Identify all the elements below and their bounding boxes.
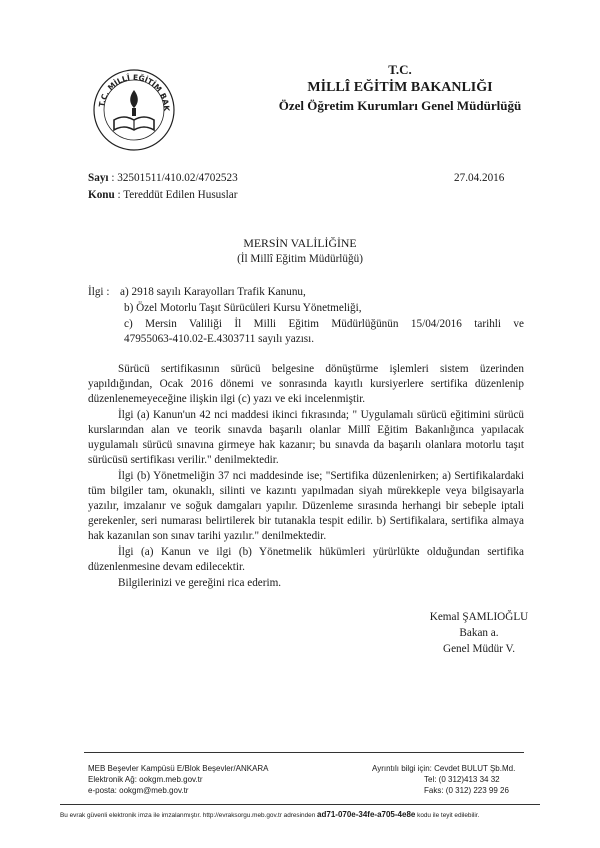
footer-email: e-posta: ookgm@meb.gov.tr [88,786,189,795]
recipient-line2: (İl Millî Eğitim Müdürlüğü) [237,253,363,265]
sayi-label: Sayı [88,172,109,184]
ilgi-b: b) Özel Motorlu Taşıt Sürücüleri Kursu Yönetmeliği, [124,302,362,314]
ilgi-c2: 47955063-410.02-E.4303711 sayılı yazısı. [124,333,315,345]
sayi-row [88,171,238,186]
body-paragraph-1: Sürücü sertifikasının sürücü belgesine dönüştürme işlemleri sistem üzerinden yapıldığından, Ocak 2016 dönemi ve sonrasında kayıtlı kursiyerlere sertifika düzenlenip düzenlenemeyeceğine ilişkin ilgi (c) yazı ve eki incelenmiştir. [88,363,524,405]
body-paragraph-5: Bilgilerinizi ve gereğini rica ederim. [118,577,282,589]
footer-contact: Ayrıntılı bilgi için: Cevdet BULUT Şb.Md. [372,764,516,773]
header-ministry: MİLLÎ EĞİTİM BAKANLIĞI [307,80,493,95]
svg-text:T.C. MİLLÎ EĞİTİM BAKANLIĞI [92,68,171,113]
header-tc: T.C. [388,62,412,77]
verification-text-pre: Bu evrak güvenli elektronik imza ile imzalanmıştır. http://evraksorgu.meb.gov.tr adresinden [60,812,316,819]
footer-tel: Tel: (0 312)413 34 32 [424,775,500,784]
logo-text: T.C. MİLLÎ EĞİTİM BAK [97,72,172,112]
verification-text-post: kodu ile teyit edilebilir. [417,812,480,819]
konu-label: Konu [88,189,115,201]
body-paragraph-4: İlgi (a) Kanun ve ilgi (b) Yönetmelik hükümleri yürürlükte olduğundan sertifika düzenlenmesine devam edilecektir. [88,546,524,573]
signature-name: Kemal ŞAMLIOĞLU [429,611,529,623]
header-directorate: Özel Öğretim Kurumları Genel Müdürlüğü [278,98,522,113]
body-paragraph-3: İlgi (b) Yönetmeliğin 37 nci maddesinde ise; "Sertifika düzenlenirken; a) Sertifikalardaki tüm bilgiler tam, okunaklı, silinti ve kazıntı yapılmadan siyah mürekkeple veya bilgisayarla yazılır, imzalanır ve soğuk damgaları yapılır. Düzenleme sırasında herhangi bir sebeple iptali gerekenler, seri numarası belirtilerek bir tutanakla tespit edilir. b) Sertifikalara, sertifika almaya hak kazanılan son sınav tarihi yazılır." denilmektedir. [88,470,524,542]
ilgi-label: İlgi : [88,286,110,298]
konu-row [88,188,237,203]
footer-address: MEB Beşevler Kampüsü E/Blok Beşevler/ANKARA [88,764,269,773]
body-paragraph-2: İlgi (a) Kanun'un 42 nci maddesi ikinci fıkrasında; " Uygulamalı sürücü eğitimini sürücü kurslarından alan ve teorik sınavda başarılı olanlar Millî Eğitim Bakanlığınca yapılacak uygulamalı sürücü sınavına girmeye hak kazanır; bu sınavda da başarılı olanlara motorlu taşıt sürücüsü sertifikası verilir." denilmektedir. [88,409,524,466]
ilgi-a: a) 2918 sayılı Karayolları Trafik Kanunu, [120,286,306,298]
signature-title-1: Bakan a. [459,627,499,639]
signature-title-2: Genel Müdür V. [443,643,515,655]
footer-divider-top [84,752,524,753]
sayi-value: : 32501511/410.02/4702523 [111,172,238,184]
ilgi-c1: c) Mersin Valiliği İl Milli Eğitim Müdürlüğünün 15/04/2016 tarihli ve [124,318,524,330]
document-date: 27.04.2016 [454,172,505,184]
konu-value: : Tereddüt Edilen Hususlar [117,189,238,201]
recipient-line1: MERSİN VALİLİĞİNE [243,236,357,250]
ministry-logo [92,68,176,152]
footer-divider-bottom [60,804,540,805]
footer-web: Elektronik Ağ: ookgm.meb.gov.tr [88,775,203,784]
footer-fax: Faks: (0 312) 223 99 26 [424,786,509,795]
footer-verification [60,810,540,822]
verification-code: ad71-070e-34fe-a705-4e8e [317,810,416,819]
